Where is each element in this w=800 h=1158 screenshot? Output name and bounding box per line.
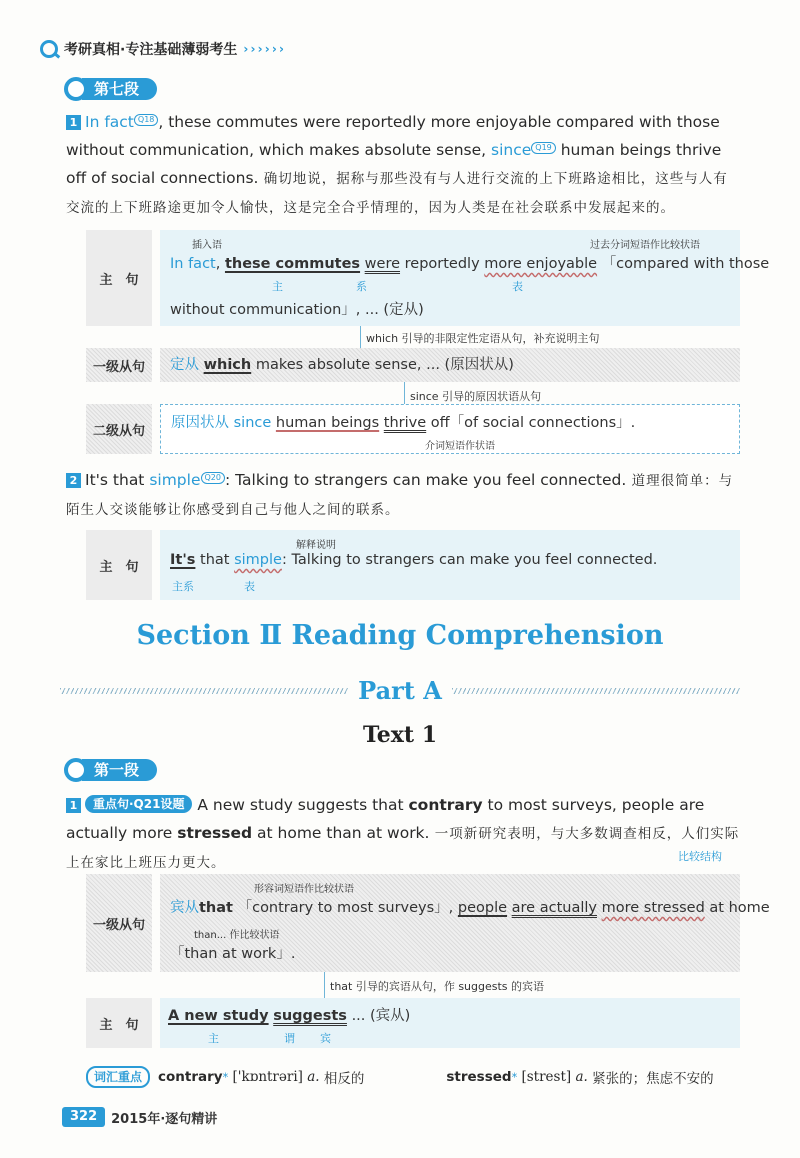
phrase-in-fact: In fact xyxy=(170,256,216,272)
comma: , xyxy=(215,256,221,272)
sub1-line-1 xyxy=(170,896,770,917)
definition: 紧张的；焦虑不安的 xyxy=(592,1071,714,1087)
section-pill-label: 第七段 xyxy=(82,78,157,100)
verb: thrive xyxy=(383,415,427,431)
sentence-text: A new study suggests that xyxy=(192,796,409,814)
clause-rest: makes absolute sense, ... (原因状从) xyxy=(255,357,514,373)
note-past-participle: 过去分词短语作比较状语 xyxy=(590,240,700,251)
tag-predicative: 表 xyxy=(512,280,523,293)
vocab-word: contrary xyxy=(158,1069,223,1085)
tag-verb: 谓 xyxy=(284,1032,295,1045)
star-icon: * xyxy=(511,1070,518,1084)
connector-line xyxy=(324,972,325,998)
tag-subject: 主 xyxy=(208,1032,219,1045)
connector-line xyxy=(360,326,361,348)
part-title: Part A xyxy=(358,676,442,705)
section-pill-para1 xyxy=(64,758,157,782)
question-tag: Q20 xyxy=(201,472,225,484)
main-line-2: without communication」, ... (定从) xyxy=(170,302,424,318)
magnifier-icon xyxy=(64,758,88,782)
word-contrary: contrary xyxy=(408,796,483,814)
main-line xyxy=(168,1004,410,1025)
word-simple: simple xyxy=(149,471,201,489)
question-tag: Q18 xyxy=(134,114,158,126)
section-pill-label: 第一段 xyxy=(82,759,157,781)
word-stressed: stressed xyxy=(177,824,253,842)
sentence-text: at home than at work. xyxy=(252,824,430,842)
main-line-1 xyxy=(170,252,769,273)
s2-line xyxy=(170,552,657,568)
verb: were xyxy=(364,256,401,272)
sentence-number: 2 xyxy=(66,473,81,488)
tag-object: 宾 xyxy=(320,1032,331,1045)
comparison-phrase: 「compared with those xyxy=(601,256,770,272)
note-insert: 插入语 xyxy=(192,240,222,251)
verb: are actually xyxy=(511,900,597,916)
translation: 确切地说，据称与那些没有与人进行交流的上下班路途相比，这些与人有交流的上下班路途更加令人愉快，这是完全合乎情理的，因为人类是在社会联系中发展起来的。 xyxy=(66,171,728,216)
page-number: 322 xyxy=(62,1107,105,1127)
subject: It's xyxy=(170,552,196,568)
note-explain: 解释说明 xyxy=(296,540,336,551)
word-that: that xyxy=(199,900,233,916)
word-since: since xyxy=(233,415,272,431)
clause-rest: off「of social connections」. xyxy=(430,415,636,431)
sentence-1 xyxy=(66,108,742,222)
comparison-phrase: 「contrary to most surveys」, xyxy=(237,900,454,916)
tag-subject-verb: 主系 xyxy=(172,580,194,593)
sub2-line xyxy=(171,411,635,432)
row-label-main: 主 句 xyxy=(86,998,152,1048)
analysis-box-s2 xyxy=(160,530,740,600)
sentence-text: It's that xyxy=(85,471,150,489)
pronunciation: ['kɒntrəri] xyxy=(232,1069,303,1085)
translation: 道理很简单：与陌生人交谈能够让你感受到自己与他人之间的联系。 xyxy=(66,473,734,518)
part-of-speech: a. xyxy=(307,1069,320,1085)
pronunciation: [strest] xyxy=(521,1069,572,1085)
object: ... (宾从) xyxy=(351,1008,411,1024)
sentence-text: , these commutes were reportedly more enjoyable compared with those without communication, which makes absolute sense, xyxy=(66,113,720,159)
subject: human beings xyxy=(275,415,380,431)
sub1-line-2: 「than at work」. xyxy=(170,946,296,962)
clause-type: 定从 xyxy=(170,357,199,373)
analysis-box-sub1 xyxy=(160,874,770,972)
note-adj: 形容词短语作比较状语 xyxy=(254,884,354,895)
sentence-1 xyxy=(66,791,742,877)
row-label-sub1: 一级从句 xyxy=(86,874,152,972)
row-label-sub1: 一级从句 xyxy=(86,348,152,382)
predicative: simple xyxy=(234,552,282,568)
part-of-speech: a. xyxy=(575,1069,588,1085)
star-icon: * xyxy=(222,1070,229,1084)
vocab-label: 词汇重点 xyxy=(86,1066,150,1088)
clause-type: 原因状从 xyxy=(171,415,229,431)
arrow-note-since: since 引导的原因状语从句 xyxy=(410,390,542,403)
subject: A new study xyxy=(168,1008,269,1024)
key-sentence-badge: 重点句·Q21设题 xyxy=(85,795,192,813)
definition: 相反的 xyxy=(323,1071,365,1087)
clause-type: 宾从 xyxy=(170,900,199,916)
arrow-note-that: that 引导的宾语从句，作 suggests 的宾语 xyxy=(330,980,545,993)
row-label-main: 主 句 xyxy=(86,230,152,326)
connector-line xyxy=(404,382,405,404)
sentence-number: 1 xyxy=(66,798,81,813)
page-footer xyxy=(62,1107,217,1127)
sentence-text: : Talking to strangers can make you feel connected. xyxy=(224,471,627,489)
side-note: 比较结构 xyxy=(678,850,722,863)
tag-verb: 系 xyxy=(356,280,367,293)
arrows-decoration: › › › › › › xyxy=(243,42,283,56)
section-title: Section Ⅱ Reading Comprehension xyxy=(136,620,664,651)
part-title-row xyxy=(60,676,740,705)
section-pill-para7 xyxy=(64,77,157,101)
phrase-in-fact: In fact xyxy=(85,113,134,131)
note-than: than... 作比较状语 xyxy=(194,930,280,941)
tag-predicative: 表 xyxy=(244,580,255,593)
analysis-box-main xyxy=(160,230,770,326)
tag-subject: 主 xyxy=(272,280,283,293)
explanation: : Talking to strangers can make you feel connected. xyxy=(281,552,658,568)
page-header xyxy=(40,38,283,60)
sentence-text: human beings thrive off of social connections. xyxy=(66,141,722,187)
text-title: Text 1 xyxy=(362,722,438,748)
predicative: more enjoyable xyxy=(484,256,598,272)
row-label-sub2: 二级从句 xyxy=(86,404,152,454)
sentence-2 xyxy=(66,466,742,524)
adverb: reportedly xyxy=(404,256,480,272)
vocab-word: stressed xyxy=(446,1069,512,1085)
question-tag: Q19 xyxy=(531,142,555,154)
word-that: that xyxy=(200,552,230,568)
divider-left xyxy=(60,688,348,694)
search-logo-icon xyxy=(40,40,58,58)
analysis-box-main xyxy=(160,998,740,1048)
vocab-row xyxy=(86,1066,746,1088)
magnifier-icon xyxy=(64,77,88,101)
place: at home xyxy=(709,900,770,916)
verb: suggests xyxy=(273,1008,347,1024)
predicative: more stressed xyxy=(601,900,705,916)
analysis-box-sub2 xyxy=(160,404,740,454)
subject: people xyxy=(457,900,508,916)
brand-text: 考研真相·专注基础薄弱考生 xyxy=(64,42,238,58)
subject: these commutes xyxy=(224,256,361,272)
translation: 一项新研究表明，与大多数调查相反，人们实际上在家比上班压力更大。 xyxy=(66,826,740,871)
note-prep: 介词短语作状语 xyxy=(425,441,495,452)
footer-title: 2015年·逐句精讲 xyxy=(111,1111,218,1127)
word-since: since xyxy=(491,141,532,159)
divider-right xyxy=(452,688,740,694)
relative-which: which xyxy=(203,357,252,373)
sentence-text: to most surveys, people are actually more xyxy=(66,796,705,842)
sentence-number: 1 xyxy=(66,115,81,130)
analysis-box-sub1 xyxy=(160,348,740,382)
row-label-main: 主 句 xyxy=(86,530,152,600)
arrow-note-which: which 引导的非限定性定语从句，补充说明主句 xyxy=(366,332,600,345)
